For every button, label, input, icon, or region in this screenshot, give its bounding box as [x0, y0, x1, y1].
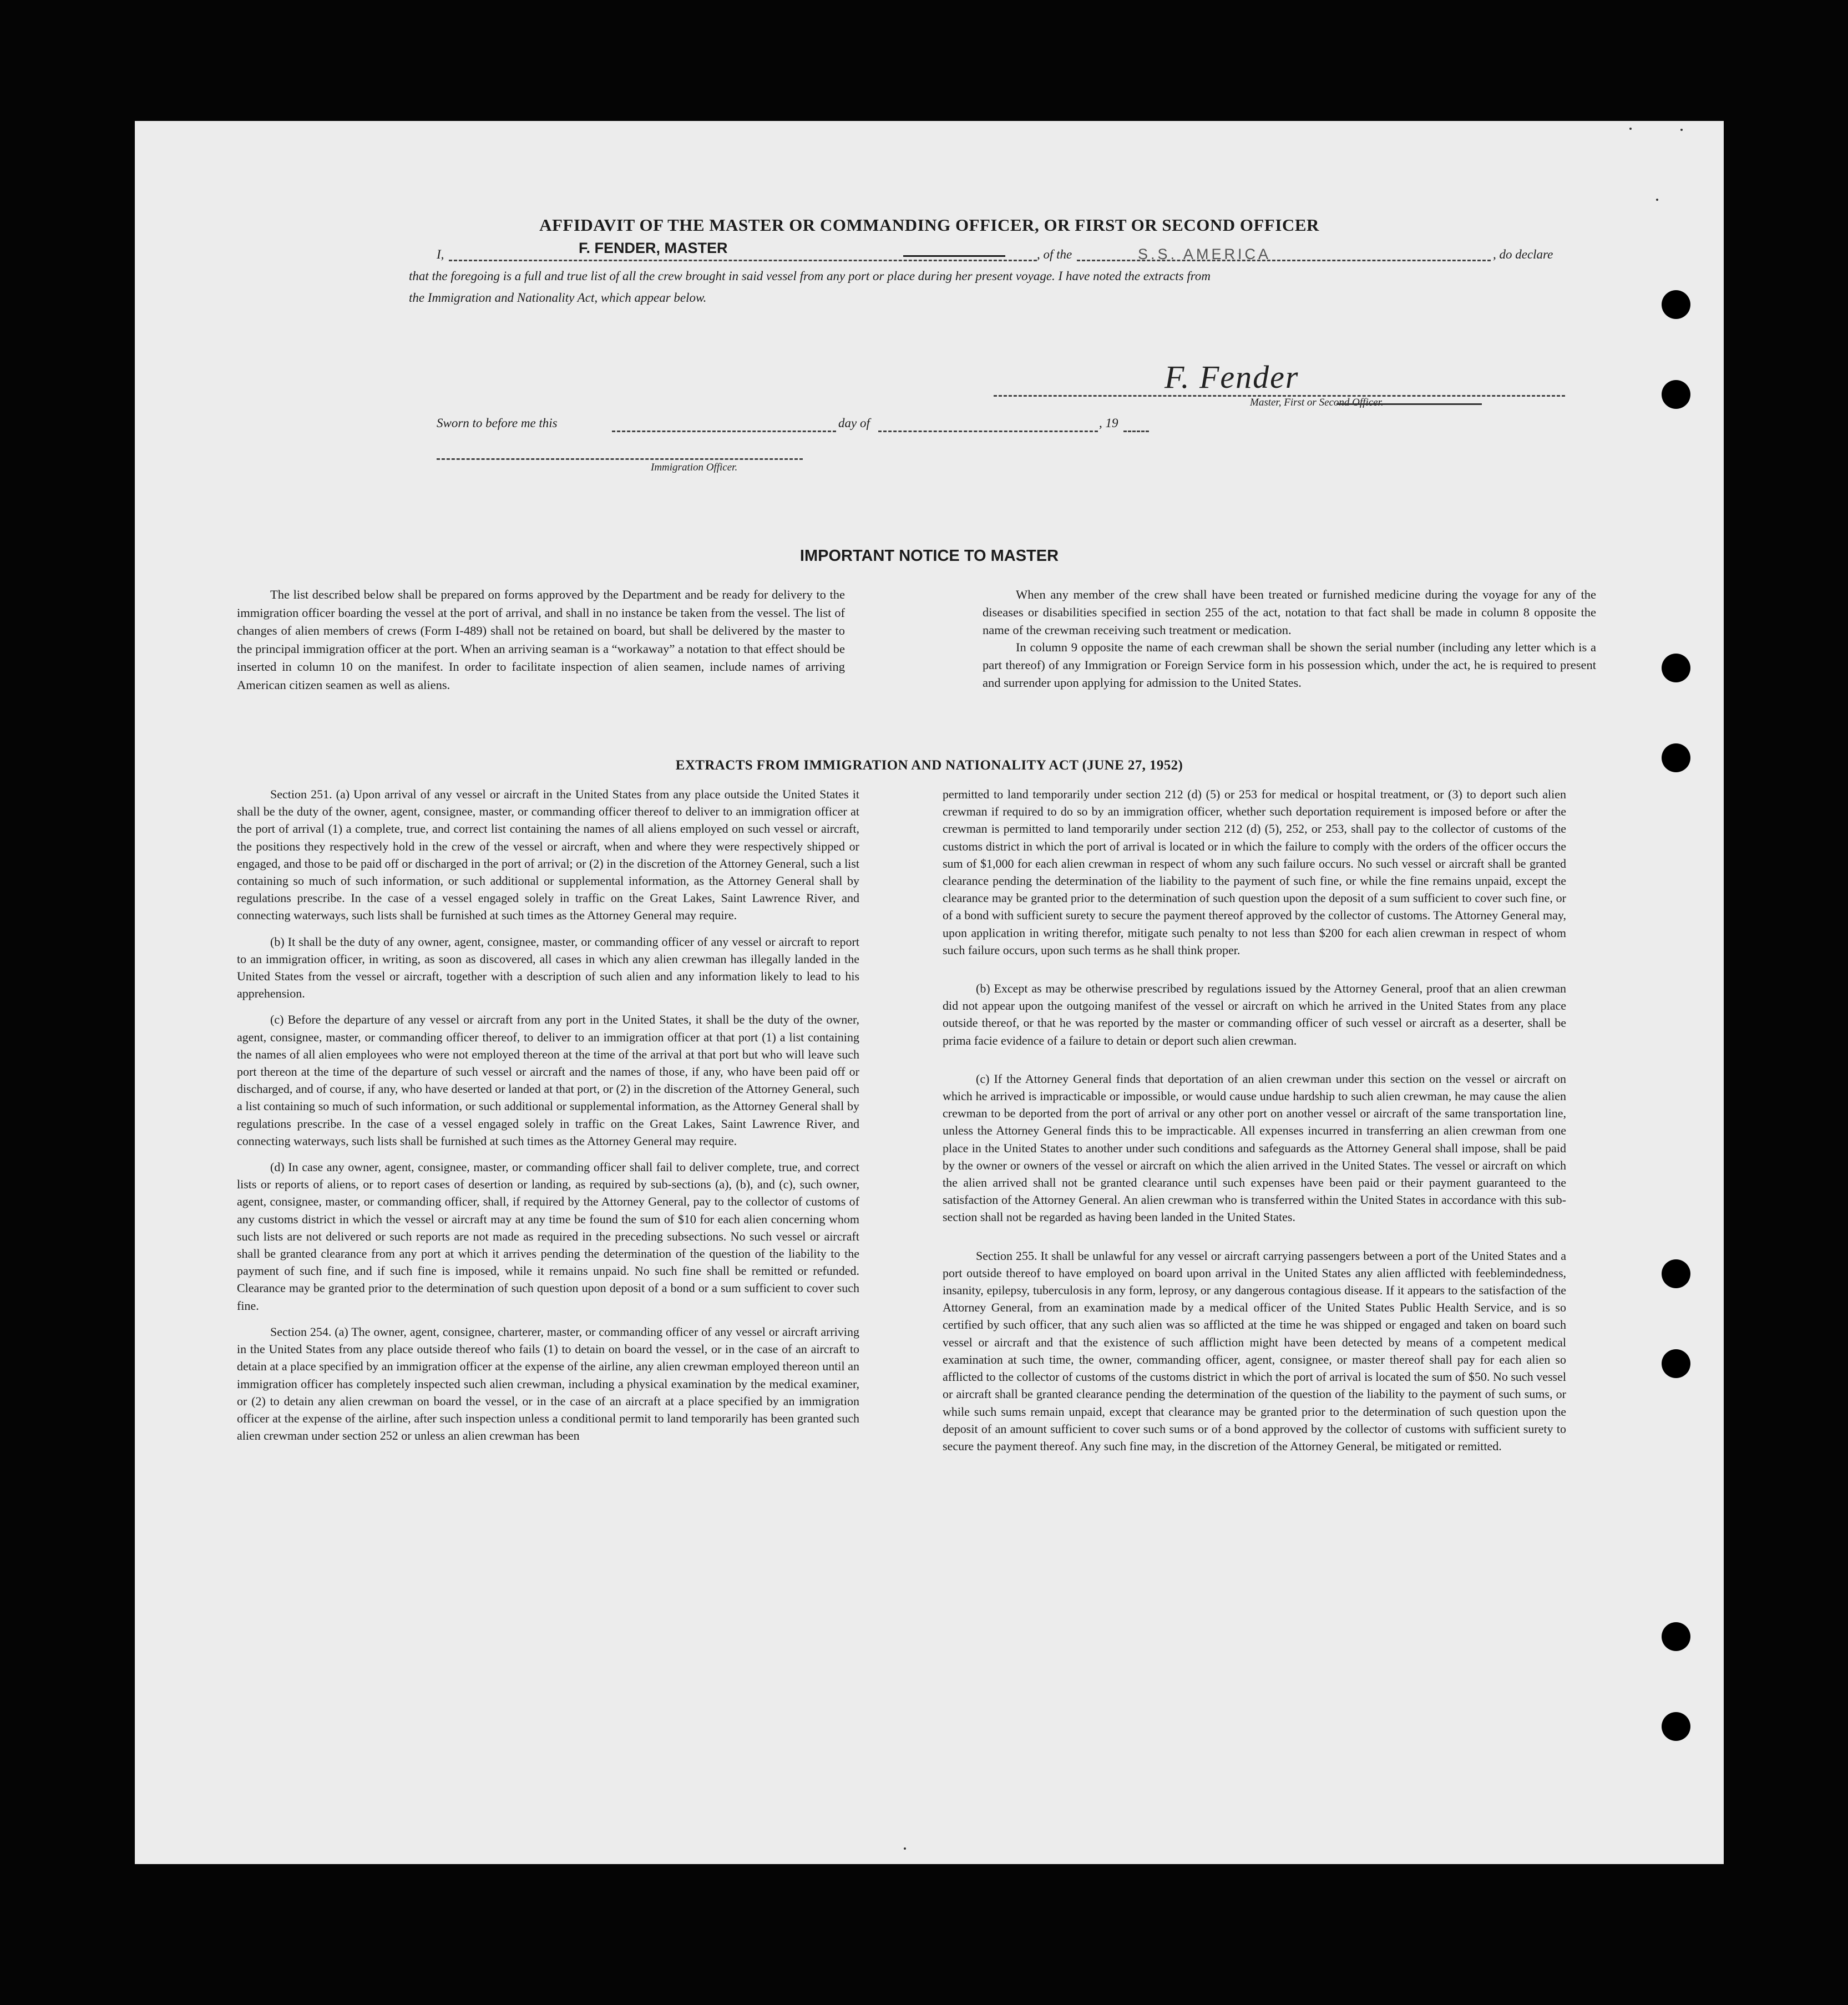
section-251-b: (b) It shall be the duty of any owner, agent, consignee, master, or commanding officer of any vessel or aircraft to report to an immigration officer, in writing, as soon as discovered, all cases in which any alien crewman has illegally landed in the United States from the vessel or aircraft, together with a description of such alien and any information likely to lead to his apprehension.	[237, 934, 859, 1001]
punch-hole	[1662, 1349, 1690, 1378]
section-251-a: Section 251. (a) Upon arrival of any vessel or aircraft in the United States from any place outside the United States it shall be the duty of the owner, agent, consignee, master, or commanding officer thereof to deliver to an immigration officer at the port of arrival (1) a complete, true, and correct list containing the names of all aliens employed on such vessel or aircraft, the positions they respectively hold in the crew of the vessel or aircraft, when and where they were respectively shipped or engaged, and those to be paid off or discharged in the port of arrival; or (2) in the discretion of the Attorney General, such a list containing so much of such information, or such additional or supplemental information, as the Attorney General shall by regulations prescribe. In the case of a vessel engaged solely in traffic on the Great Lakes, Saint Lawrence River, and connecting waterways, such lists shall be furnished at such times as the Attorney General may require.	[237, 787, 859, 923]
affidavit-title: AFFIDAVIT OF THE MASTER OR COMMANDING OFFICER, OR FIRST OR SECOND OFFICER	[539, 215, 1319, 235]
year-label: , 19	[1099, 416, 1118, 430]
punch-hole	[1662, 380, 1690, 409]
name-line	[449, 260, 1037, 261]
year-line	[1123, 431, 1149, 432]
punch-hole	[1662, 1259, 1690, 1288]
notice-right-paragraph: When any member of the crew shall have been treated or furnished medicine during the voyage for any of the diseases or disabilities specified in section 255 of the act, notation to that fact shall be made in column 8 opposite the name of the crewman receiving such treatment or medication.	[983, 588, 1596, 637]
sworn-label: Sworn to before me this	[437, 416, 558, 430]
notice-left-paragraph: The list described below shall be prepared on forms approved by the Department and be ready for delivery to the immigration officer boarding the vessel at the port of arrival, and shall in no instance be taken from the vessel. The list of changes of alien members of crews (Form I-489) shall not be retained on board, but shall be delivered by the master to the principal immigration officer at the port. When an arriving seaman is a “workaway” a notation to that effect should be inserted in column 10 on the manifest. In order to facilitate inspection of alien seamen, include names of arriving American citizen seamen as well as aliens.	[237, 588, 845, 692]
punch-hole	[1662, 1712, 1690, 1741]
punch-hole	[1662, 743, 1690, 772]
dust-speck	[1629, 128, 1632, 130]
vessel-name-value: S.S. AMERICA	[1138, 246, 1272, 262]
officer-line	[437, 458, 803, 460]
statement-line-1: that the foregoing is a full and true list of all the crew brought in said vessel from any port or place during her present voyage. I have noted the extracts from	[409, 269, 1211, 283]
month-line	[878, 431, 1098, 432]
title-rule	[903, 255, 1005, 257]
caption-strike	[1336, 403, 1482, 405]
signature: F. Fender	[1165, 359, 1299, 395]
dust-speck	[1656, 199, 1658, 201]
section-254-a: Section 254. (a) The owner, agent, consignee, charterer, master, or commanding officer of any vessel or aircraft arriving in the United States from any place outside thereof who fails (1) to detain on board the vessel, or in the case of an aircraft to detain at a place specified by an immigration officer at the expense of the airline, any alien crewman employed thereon until an immigration officer has completely inspected such alien crewman, including a physical examination by the medical examiner, or (2) to detain any alien crewman on board the vessel, or in the case of an aircraft at a place specified by an immigration officer at the expense of the airline, after such inspection unless a conditional permit to land temporarily has been granted such alien crewman under section 252 or unless an alien crewman has been	[237, 1324, 859, 1443]
statement-line-2: the Immigration and Nationality Act, which appear below.	[409, 291, 707, 305]
extracts-title: EXTRACTS FROM IMMIGRATION AND NATIONALITY ACT (JUNE 27, 1952)	[675, 758, 1183, 773]
notice-right-paragraph: In column 9 opposite the name of each crewman shall be shown the serial number (including any letter which is a part thereof) of any Immigration or Foreign Service form in his possession which, under the act, he is required to present and surrender upon applying for admission to the United States.	[983, 640, 1596, 690]
officer-caption: Immigration Officer.	[651, 462, 738, 473]
notice-title: IMPORTANT NOTICE TO MASTER	[799, 547, 1059, 565]
master-name-value: F. FENDER, MASTER	[579, 240, 728, 256]
signature-caption: Master, First or Second Officer.	[1250, 397, 1384, 408]
section-254-a-continued: permitted to land temporarily under section 212 (d) (5) or 253 for medical or hospital treatment, or (3) to deport such alien crewman if required to do so by an immigration officer, whether such deportation requirement is imposed before or after the crewman is permitted to land temporarily under section 212 (d) (5), 252, or 253, shall pay to the collector of customs of the customs district in which the port of arrival is located or in which the failure to comply with the orders of the officer occurs the sum of $1,000 for each alien crewman in respect of whom any such failure occurs. No such vessel or aircraft shall be granted clearance pending the determination of the liability to the payment of such fine, or while the fine remains unpaid, except the clearance may be granted prior to the determination of such question upon the deposit of a sum sufficient to cover such fine, or of a bond with sufficient surety to secure the payment thereof approved by the collector of customs. The Attorney General may, upon application in writing therefor, mitigate such penalty to not less than $200 for each alien crewman in respect of whom such failure occurs, upon such terms as he shall think proper.	[943, 787, 1566, 957]
i-label: I,	[437, 247, 444, 261]
punch-hole	[1662, 1622, 1690, 1651]
sworn-day-line	[612, 431, 836, 432]
document-page	[135, 121, 1724, 1864]
do-declare-label: , do declare	[1493, 247, 1553, 261]
section-255: Section 255. It shall be unlawful for any vessel or aircraft carrying passengers between a port of the United States and a port outside thereof to have employed on board upon arrival in the United States any alien afflicted with feeblemindedness, insanity, epilepsy, tuberculosis in any form, leprosy, or any dangerous contagious disease. If it appears to the satisfaction of the Attorney General, from an examination made by a medical officer of the United States Public Health Service, and is so certified by such officer, that any such alien was so afflicted at the time he was shipped or engaged and taken on board such vessel or aircraft and that the existence of such affliction might have been detected by means of a competent medical examination at such time, the owner, commanding officer, agent, consignee, or master thereof shall pay for each alien so afflicted to the collector of customs of the customs district in which the port of arrival is located the sum of $50. No such vessel or aircraft shall be granted clearance pending the determination of the question of the liability to the payment of such sums, or while such sums remain unpaid, except that clearance may be granted prior to the determination of such question upon the deposit of an amount sufficient to cover such sums or of a bond approved by the collector of customs with sufficient surety to secure the payment thereof. Any such fine may, in the discretion of the Attorney General, be mitigated or remitted.	[943, 1248, 1566, 1453]
punch-hole	[1662, 654, 1690, 682]
dust-speck	[904, 1847, 906, 1850]
section-251-d: (d) In case any owner, agent, consignee, master, or commanding officer shall fail to deliver complete, true, and correct lists or reports of aliens, or to report cases of desertion or landing, as required by sub-sections (a), (b), and (c), such owner, agent, consignee, master, or commanding officer, shall, if required by the Attorney General, pay to the collector of customs of any customs district in which the vessel or aircraft may at any time be found the sum of $10 for each alien concerning whom such lists are not delivered or such reports are not made as required in the preceding subsections. No such vessel or aircraft shall be granted clearance from any port at which it arrives pending the determination of the question of the liability to the payment of such fine, and if such fine is imposed, while it remains unpaid. No such fine shall be remitted or refunded. Clearance may be granted prior to the determination of such question upon deposit of a bond or a sum sufficient to cover such fine.	[237, 1160, 859, 1313]
extracts-left-column	[237, 786, 859, 1453]
notice-right-column	[983, 586, 1596, 692]
dust-speck	[1680, 129, 1683, 131]
extracts-right-column	[943, 786, 1566, 1464]
section-254-c: (c) If the Attorney General finds that deportation of an alien crewman under this section on the vessel or aircraft on which he arrived is impracticable or impossible, or would cause undue hardship to such alien crewman, he may cause the alien crewman to be deported from the port of arrival or any other port on another vessel or aircraft of the same transportation line, unless the Attorney General finds this to be impracticable. All expenses incurred in transferring an alien crewman from one place in the United States to another under such conditions and safeguards as the Attorney General shall impose, shall be paid by the owner or owners of the vessel or aircraft on which the alien arrived in the United States. The vessel or aircraft on which the alien arrived shall not be granted clearance until such expenses have been paid or their payment guaranteed to the satisfaction of the Attorney General. An alien crewman who is transferred within the United States in accordance with this sub-section shall not be regarded as having been landed in the United States.	[943, 1071, 1566, 1224]
notice-left-column	[237, 586, 845, 694]
punch-hole	[1662, 290, 1690, 319]
section-251-c: (c) Before the departure of any vessel or aircraft from any port in the United States, it shall be the duty of the owner, agent, consignee, master, or commanding officer thereof, to deliver to an immigration officer at that port (1) a list containing the names of all alien employees who were not employed thereon at the time of the arrival at that port but who will leave such port thereon at the time of the departure of such vessel or aircraft and the names of those, if any, who have been paid off or discharged, and of course, if any, who have deserted or landed at that port, or (2) in the discretion of the Attorney General, such a list containing so much of such information, or such additional or supplemental information, as the Attorney General shall by regulations prescribe. In the case of a vessel engaged solely in traffic on the Great Lakes, Saint Lawrence River, and connecting waterways, such lists shall be furnished at such times as the Attorney General may require.	[237, 1012, 859, 1148]
of-the-label: , of the	[1037, 247, 1072, 261]
section-254-b: (b) Except as may be otherwise prescribed by regulations issued by the Attorney General, proof that an alien crewman did not appear upon the outgoing manifest of the vessel or aircraft on which he arrived in the United States from any place outside thereof, or that he was reported by the master or commanding officer of such vessel or aircraft as a deserter, shall be prima facie evidence of a failure to detain or deport such alien crewman.	[943, 981, 1566, 1047]
day-of-label: day of	[838, 416, 870, 430]
